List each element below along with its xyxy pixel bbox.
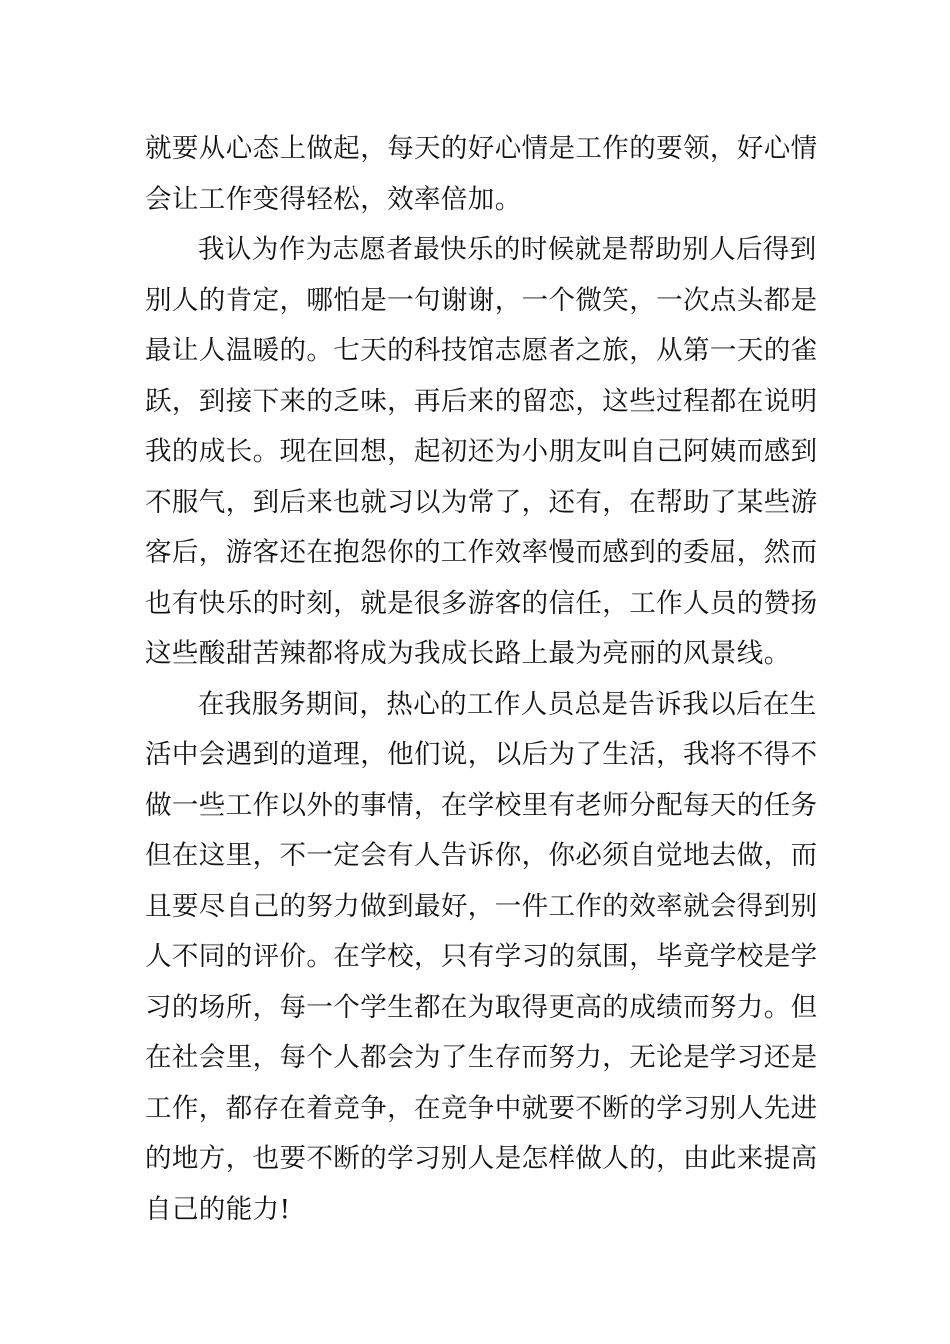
text-line: 习的场所，每一个学生都在为取得更高的成绩而努力。但 <box>145 991 818 1023</box>
text-line: 且要尽自己的努力做到最好，一件工作的效率就会得到别 <box>145 890 818 922</box>
text-line: 我的成长。现在回想，起初还为小朋友叫自己阿姨而感到 <box>145 436 818 467</box>
text-line: 最让人温暖的。七天的科技馆志愿者之旅，从第一天的雀 <box>145 335 818 366</box>
body-text <box>145 124 818 1235</box>
text-line: 在我服务期间，热心的工作人员总是告诉我以后在生 <box>198 688 817 720</box>
text-line: 工作，都存在着竞争，在竞争中就要不断的学习别人先进 <box>145 1092 818 1124</box>
text-line: 但在这里，不一定会有人告诉你，你必须自觉地去做，而 <box>145 840 818 871</box>
text-line: 客后，游客还在抱怨你的工作效率慢而感到的委屈，然而 <box>145 537 818 568</box>
text-line: 别人的肯定，哪怕是一句谢谢，一个微笑，一次点头都是 <box>145 284 818 316</box>
text-line: 自己的能力! <box>145 1193 291 1225</box>
text-line: 不服气，到后来也就习以为常了，还有，在帮助了某些游 <box>145 486 818 518</box>
text-line: 会让工作变得轻松，效率倍加。 <box>145 183 522 215</box>
text-line: 活中会遇到的道理，他们说，以后为了生活，我将不得不 <box>145 739 818 770</box>
text-line: 我认为作为志愿者最快乐的时候就是帮助别人后得到 <box>198 234 817 265</box>
text-line: 做一些工作以外的事情，在学校里有老师分配每天的任务 <box>145 789 818 821</box>
text-line: 的地方，也要不断的学习别人是怎样做人的，由此来提高 <box>145 1143 818 1174</box>
text-line: 也有快乐的时刻，就是很多游客的信任，工作人员的赞扬 <box>145 587 818 619</box>
text-line: 人不同的评价。在学校，只有学习的氛围，毕竟学校是学 <box>145 941 818 972</box>
text-line: 就要从心态上做起，每天的好心情是工作的要领，好心情 <box>145 133 818 164</box>
text-line: 这些酸甜苦辣都将成为我成长路上最为亮丽的风景线。 <box>145 638 791 669</box>
text-line: 在社会里，每个人都会为了生存而努力，无论是学习还是 <box>145 1042 818 1073</box>
text-line: 跃，到接下来的乏味，再后来的留恋，这些过程都在说明 <box>145 385 818 417</box>
